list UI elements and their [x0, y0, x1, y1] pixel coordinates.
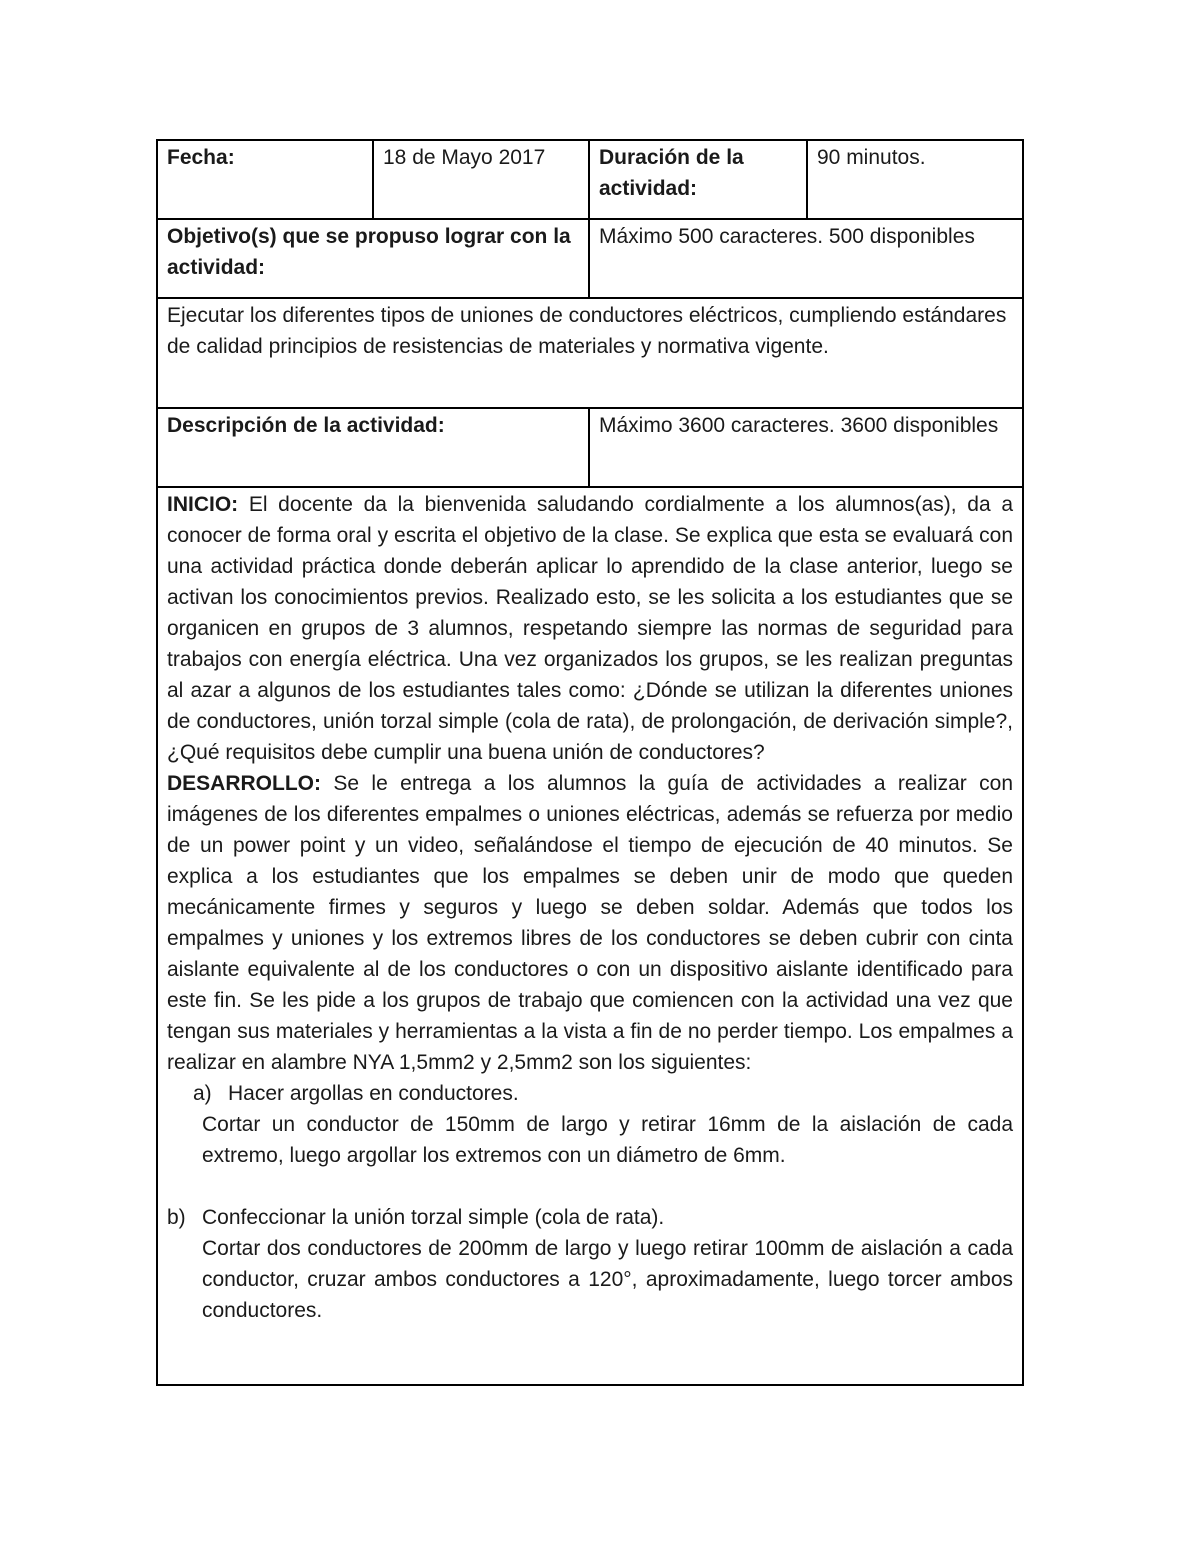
- fecha-value-cell: [373, 140, 589, 219]
- descripcion-label: Descripción de la actividad:: [167, 414, 445, 437]
- list-item-a: [167, 1078, 1013, 1109]
- list-item-b: [167, 1202, 1013, 1233]
- desarrollo-label: DESARROLLO:: [167, 772, 321, 795]
- fecha-value: 18 de Mayo 2017: [383, 146, 546, 169]
- duracion-value: 90 minutos.: [817, 146, 926, 169]
- duracion-label: Duración de la actividad:: [599, 146, 744, 200]
- desarrollo-text: Se le entrega a los alumnos la guía de actividades a realizar con imágenes de los diferentes empalmes o uniones eléctricas, además se refuerza por medio de un power point y un video, señalándose el tiempo de ejecución de 40 minutos. Se explica a los estudiantes que los empalmes se deben unir de modo que queden mecánicamente firmes y seguros y luego se deben soldar. Además que todos los empalmes y uniones y los extremos libres de los conductores se deben cubrir con cinta aislante equivalente al de los conductores o con un dispositivo aislante identificado para este fin. Se les pide a los grupos de trabajo que comiencen con la actividad una vez que tengan sus materiales y herramientas a la vista a fin de no perder tiempo. Los empalmes a realizar en alambre NYA 1,5mm2 y 2,5mm2 son los siguientes:: [167, 772, 1013, 1074]
- list-item-a-title: Hacer argollas en conductores.: [228, 1082, 519, 1105]
- descripcion-text-row: [157, 487, 1023, 1385]
- list-item-b-detail: Cortar dos conductores de 200mm de largo y luego retirar 100mm de aislación a cada conductor, cruzar ambos conductores a 120°, aproximadamente, luego torcer ambos conductores.: [202, 1237, 1013, 1322]
- list-item-a-detail: Cortar un conductor de 150mm de largo y retirar 16mm de la aislación de cada extremo, luego argollar los extremos con un diámetro de 6mm.: [202, 1113, 1013, 1167]
- blank-line: [167, 1171, 1013, 1202]
- activity-form-table: [156, 139, 1024, 1386]
- inicio-label: INICIO:: [167, 493, 239, 516]
- fecha-label-cell: [157, 140, 373, 219]
- descripcion-label-cell: [157, 408, 589, 487]
- objetivo-header-row: [157, 219, 1023, 298]
- descripcion-header-row: [157, 408, 1023, 487]
- fecha-label: Fecha:: [167, 146, 235, 169]
- duracion-label-cell: [589, 140, 807, 219]
- objetivo-char-limit: Máximo 500 caracteres. 500 disponibles: [599, 225, 975, 248]
- descripcion-char-limit: Máximo 3600 caracteres. 3600 disponibles: [599, 414, 999, 437]
- descripcion-text-cell: [157, 487, 1023, 1385]
- objetivo-text-cell: [157, 298, 1023, 408]
- inicio-paragraph: [167, 489, 1013, 768]
- objetivo-label: Objetivo(s) que se propuso lograr con la actividad:: [167, 225, 571, 279]
- list-item-b-title: Confeccionar la unión torzal simple (cola de rata).: [202, 1206, 665, 1229]
- objetivo-label-cell: [157, 219, 589, 298]
- objetivo-limit-cell: [589, 219, 1023, 298]
- descripcion-limit-cell: [589, 408, 1023, 487]
- objetivo-text-row: [157, 298, 1023, 408]
- inicio-text: El docente da la bienvenida saludando cordialmente a los alumnos(as), da a conocer de forma oral y escrita el objetivo de la clase. Se explica que esta se evaluará con una actividad práctica donde deberán aplicar lo aprendido de la clase anterior, luego se activan los conocimientos previos. Realizado esto, se les solicita a los estudiantes que se organicen en grupos de 3 alumnos, respetando siempre las normas de seguridad para trabajos con energía eléctrica. Una vez organizados los grupos, se les realizan preguntas al azar a algunos de los estudiantes tales como: ¿Dónde se utilizan la diferentes uniones de conductores, unión torzal simple (cola de rata), de prolongación, de derivación simple?, ¿Qué requisitos debe cumplir una buena unión de conductores?: [167, 493, 1013, 764]
- list-item-a-marker: a): [193, 1082, 212, 1105]
- header-row: [157, 140, 1023, 219]
- list-item-b-marker: b): [167, 1206, 186, 1229]
- duracion-value-cell: [807, 140, 1023, 219]
- desarrollo-paragraph: [167, 768, 1013, 1078]
- objetivo-text: Ejecutar los diferentes tipos de uniones de conductores eléctricos, cumpliendo estándares de calidad principios de resistencias de materiales y normativa vigente.: [167, 304, 1007, 358]
